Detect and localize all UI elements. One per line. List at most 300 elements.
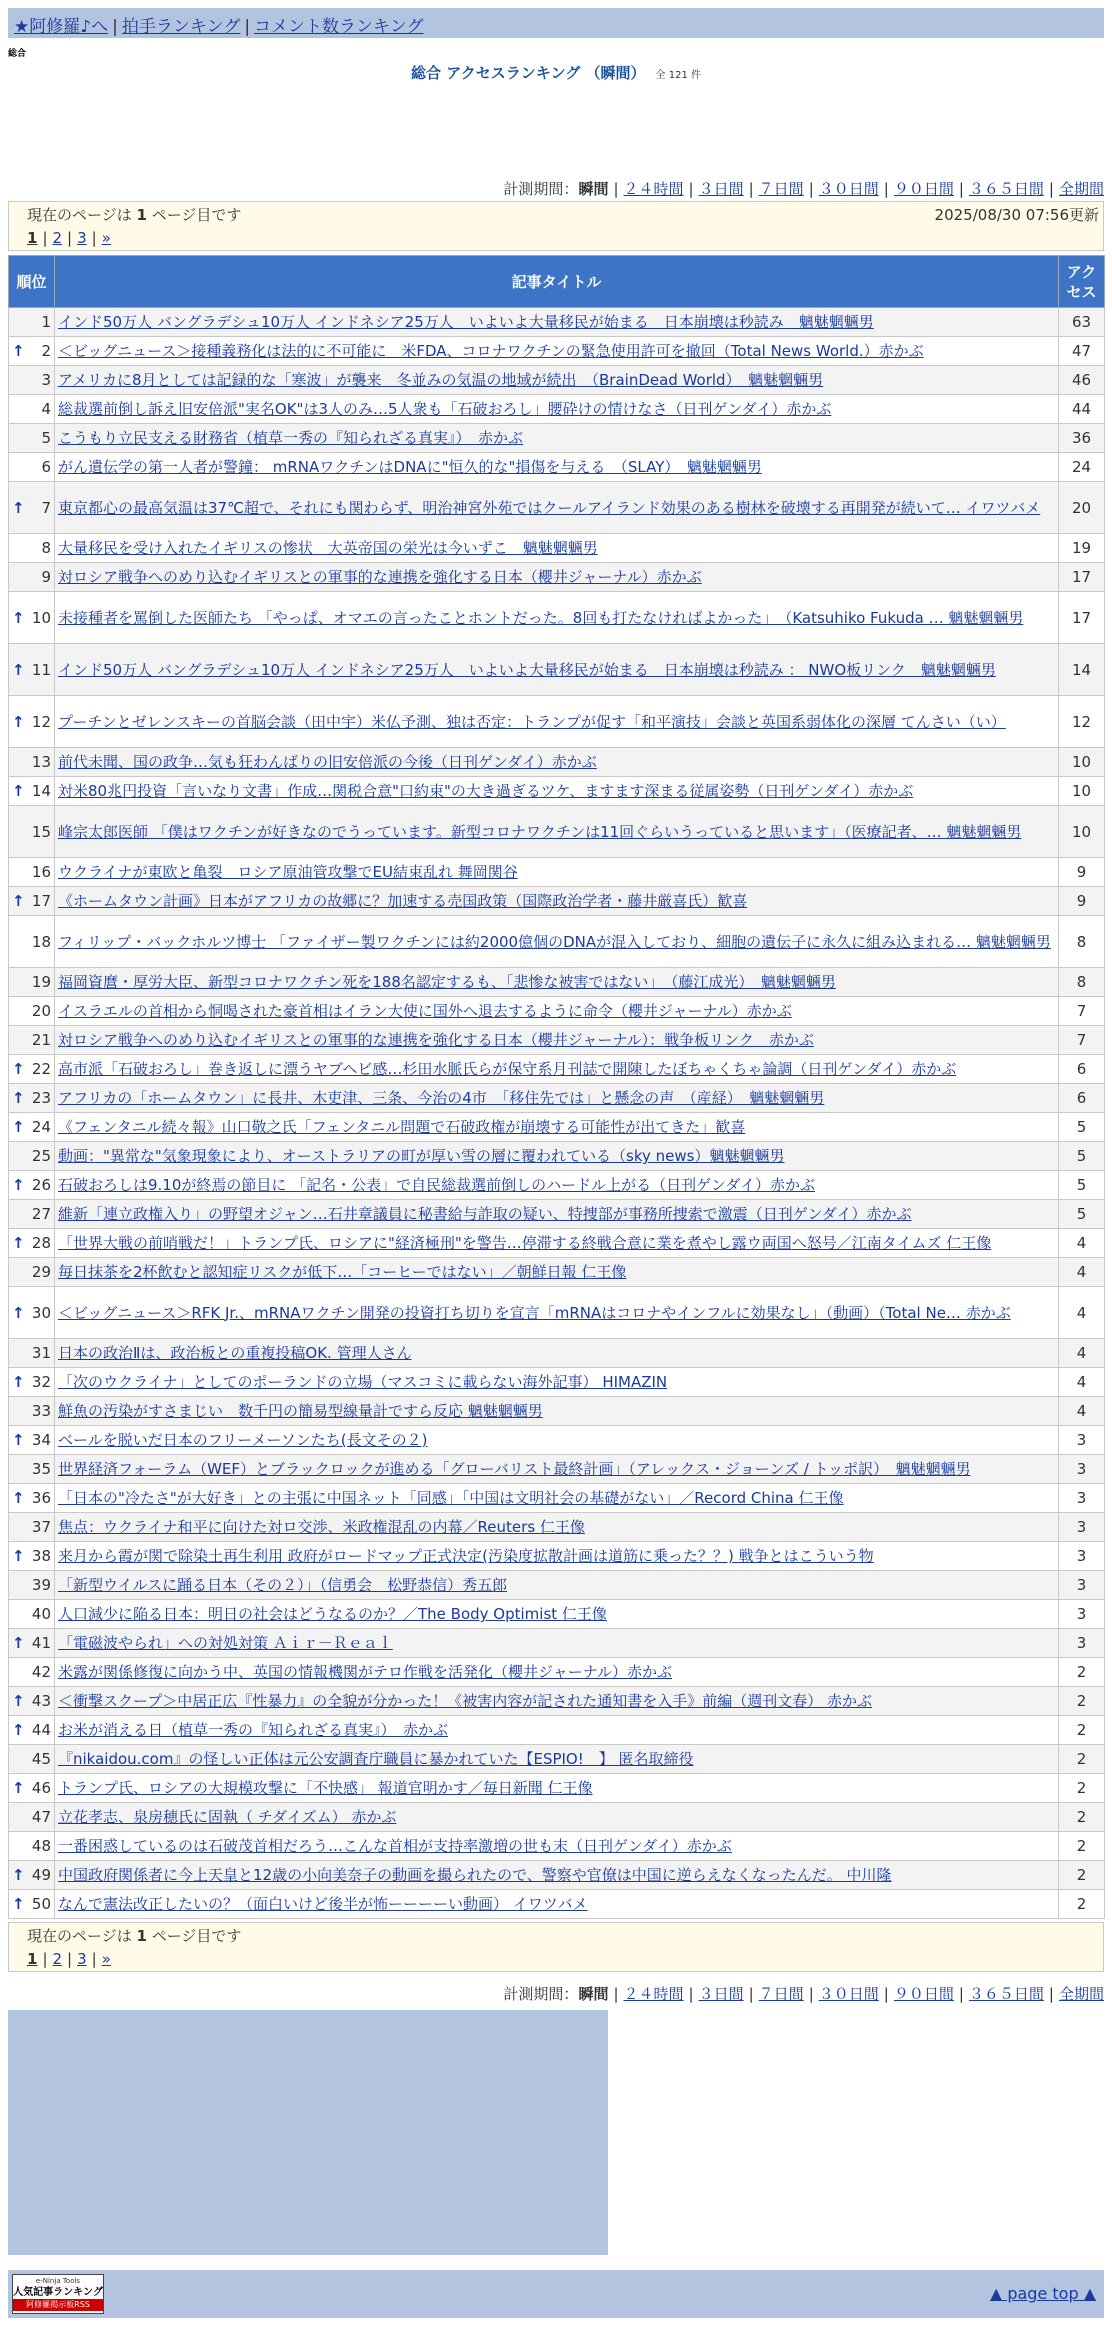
article-link[interactable]: 世界経済フォーラム（WEF）とブラックロックが進める「グローバリスト最終計画」（アレックス・ジョーンズ / トッポ訳） 魑魅魍魎男	[58, 1460, 971, 1478]
period-separator: |	[748, 180, 754, 198]
table-row	[9, 777, 1105, 806]
table-row	[9, 1484, 1105, 1513]
rank-up-arrow-icon: ↑	[12, 1234, 25, 1252]
rank-cell	[9, 337, 55, 366]
rank-number: 39	[31, 1576, 51, 1594]
title-cell	[55, 696, 1059, 748]
table-row	[9, 1716, 1105, 1745]
period-separator: |	[958, 1985, 964, 2003]
access-count: 6	[1059, 1055, 1105, 1084]
table-row	[9, 1397, 1105, 1426]
title-cell	[55, 1513, 1059, 1542]
title-cell	[55, 916, 1059, 968]
period-separator: |	[808, 1985, 814, 2003]
article-link[interactable]: 日本の政治Ⅱは、政治板との重複投稿OK. 管理人さん	[58, 1344, 412, 1362]
title-cell	[55, 968, 1059, 997]
table-row	[9, 916, 1105, 968]
rank-cell	[9, 534, 55, 563]
article-link[interactable]: 来月から霞が関で除染土再生利用 政府がロードマップ正式決定(汚染度拡散計画は道筋に乗った？？) 戦争とはこういう物	[58, 1547, 874, 1565]
title-cell	[55, 1629, 1059, 1658]
article-link[interactable]: 《ホームタウン計画》日本がアフリカの故郷に？加速する売国政策（国際政治学者・藤井厳喜氏）歓喜	[58, 892, 748, 910]
article-link[interactable]: 中国政府関係者に今上天皇と12歳の小向美奈子の動画を撮られたので、警察や官僚は中国に逆らえなくなったんだ。 中川隆	[58, 1866, 892, 1884]
rank-number: 46	[31, 1779, 51, 1797]
access-count: 3	[1059, 1629, 1105, 1658]
rank-cell	[9, 1397, 55, 1426]
rank-up-arrow-icon: ↑	[12, 1634, 25, 1652]
title-cell	[55, 1658, 1059, 1687]
article-link[interactable]: インド50万人 バングラデシュ10万人 インドネシア25万人 いよいよ大量移民が始まる 日本崩壊は秒読み 魑魅魍魎男	[58, 313, 874, 331]
rank-up-arrow-icon: ↑	[12, 782, 25, 800]
rank-up-arrow-icon: ↑	[12, 1779, 25, 1797]
comment-ranking-link[interactable]: コメント数ランキング	[254, 17, 424, 37]
rank-cell	[9, 1287, 55, 1339]
rank-cell	[9, 592, 55, 644]
period-link[interactable]: ９０日間	[893, 1985, 954, 2003]
article-link[interactable]: 大量移民を受け入れたイギリスの惨状 大英帝国の栄光は今いずこ 魑魅魍魎男	[58, 539, 598, 557]
article-link[interactable]: イスラエルの首相から恫喝された豪首相はイラン大使に国外へ退去するように命令（櫻井ジャーナル）赤かぶ	[58, 1002, 792, 1020]
rank-cell	[9, 748, 55, 777]
table-row	[9, 395, 1105, 424]
rank-cell	[9, 1890, 55, 1919]
period-link[interactable]: ７日間	[758, 1985, 804, 2003]
article-link[interactable]: アメリカに8月としては記録的な「寒波」が襲来 冬並みの気温の地域が続出 （BrainDead World） 魑魅魍魎男	[58, 371, 824, 389]
period-separator: |	[748, 1985, 754, 2003]
total-count: 全 121 件	[655, 70, 701, 81]
article-link[interactable]: 対ロシア戦争へのめり込むイギリスとの軍事的な連携を強化する日本（櫻井ジャーナル）赤かぶ	[58, 568, 702, 586]
rank-number: 42	[31, 1663, 51, 1681]
pagination-separator: |	[42, 229, 48, 247]
article-link[interactable]: フィリップ・バックホルツ博士 「ファイザー製ワクチンには約2000億個のDNAが混入しており、細胞の遺伝子に永久に組み込まれる… 魑魅魍魎男	[58, 932, 1051, 951]
rank-number: 20	[31, 1002, 51, 1020]
article-link[interactable]: 焦点：ウクライナ和平に向けた対ロ交渉、米政権混乱の内幕／Reuters 仁王像	[58, 1518, 585, 1536]
access-count: 17	[1059, 563, 1105, 592]
period-link[interactable]: 全期間	[1058, 1985, 1104, 2003]
rank-number: 18	[31, 932, 51, 951]
pagination	[27, 1950, 1085, 1968]
pagination-separator: |	[67, 1950, 73, 1968]
access-count: 10	[1059, 806, 1105, 858]
title-cell	[55, 1484, 1059, 1513]
article-link[interactable]: ベールを脱いだ日本のフリーメーソンたち(長文その２)	[58, 1431, 428, 1449]
table-row	[9, 1861, 1105, 1890]
rank-up-arrow-icon: ↑	[12, 1176, 25, 1194]
current-page-text	[27, 204, 1085, 225]
access-count: 8	[1059, 916, 1105, 968]
article-link[interactable]: お米が消える日（植草一秀の『知られざる真実』） 赤かぶ	[58, 1721, 449, 1739]
page-text-pre: 現在のページは	[27, 206, 137, 224]
article-link[interactable]: 人口減少に陥る日本：明日の社会はどうなるのか？／The Body Optimist 仁王像	[58, 1605, 607, 1623]
title-cell	[55, 453, 1059, 482]
period-separator: |	[1048, 1985, 1054, 2003]
article-link[interactable]: 福岡資麿・厚労大臣、新型コロナワクチン死を188名認定するも、「悲惨な被害ではない」 （藤江成光） 魑魅魍魎男	[58, 973, 836, 991]
article-link[interactable]: こうもり立民支える財務省（植草一秀の『知られざる真実』） 赤かぶ	[58, 429, 524, 447]
access-count: 7	[1059, 1026, 1105, 1055]
page-number: 1	[136, 1927, 147, 1945]
access-count: 3	[1059, 1426, 1105, 1455]
table-row	[9, 644, 1105, 696]
rank-number: 23	[31, 1089, 51, 1107]
article-link[interactable]: 動画："異常な"気象現象により、オーストラリアの町が厚い雪の層に覆われている（sky news）魑魅魍魎男	[58, 1147, 785, 1165]
article-link[interactable]: なんで憲法改正したいの？（面白いけど後半が怖ーーーーい動画） イワツバメ	[58, 1895, 588, 1913]
access-count: 4	[1059, 1229, 1105, 1258]
rank-cell	[9, 806, 55, 858]
access-count: 5	[1059, 1171, 1105, 1200]
article-link[interactable]: 「新型ウイルスに踊る日本（その２）」（信勇会 松野恭信）秀五郎	[58, 1576, 508, 1594]
period-link[interactable]: ３６５日間	[968, 180, 1044, 198]
rank-number: 29	[31, 1263, 51, 1281]
title-cell	[55, 1055, 1059, 1084]
rank-number: 12	[31, 712, 51, 731]
rank-cell	[9, 366, 55, 395]
article-link[interactable]: 対米80兆円投資「言いなり文書」作成…関税合意"口約束"の大き過ぎるツケ、ますます深まる従属姿勢（日刊ゲンダイ）赤かぶ	[58, 782, 914, 800]
article-link[interactable]: 前代未聞、国の政争…気も狂わんばりの旧安倍派の今後（日刊ゲンダイ）赤かぶ	[58, 753, 597, 771]
table-row	[9, 1084, 1105, 1113]
period-link[interactable]: ９０日間	[893, 180, 954, 198]
table-row	[9, 1832, 1105, 1861]
article-link[interactable]: アフリカの「ホームタウン」に長井、木吏津、三条、今治の4市 「移住先では」と懸念の声 （産経） 魑魅魍魎男	[58, 1089, 825, 1107]
title-cell	[55, 1890, 1059, 1919]
title-cell	[55, 644, 1059, 696]
access-count: 6	[1059, 1084, 1105, 1113]
access-count: 3	[1059, 1600, 1105, 1629]
rank-cell	[9, 1426, 55, 1455]
rank-cell	[9, 1055, 55, 1084]
title-cell	[55, 592, 1059, 644]
rank-cell	[9, 777, 55, 806]
article-link[interactable]: 未接種者を罵倒した医師たち 「やっぱ、オマエの言ったことホントだった。8回も打たなければよかった」 （Katsuhiko Fukuda … 魑魅魍魎男	[58, 608, 1024, 627]
rank-number: 50	[31, 1895, 51, 1913]
page-top-link[interactable]: ▲ page top ▲	[989, 2284, 1096, 2303]
rank-cell	[9, 1171, 55, 1200]
article-link[interactable]: 「次のウクライナ」としてのポーランドの立場（マスコミに載らない海外記事） HIMAZIN	[58, 1373, 668, 1391]
pagination-link[interactable]: 3	[77, 229, 87, 247]
table-row	[9, 1890, 1105, 1919]
rank-number: 8	[41, 539, 51, 557]
title-cell	[55, 1832, 1059, 1861]
pagination-link[interactable]: 2	[52, 1950, 63, 1968]
table-row	[9, 308, 1105, 337]
period-link[interactable]: ３日間	[698, 1985, 744, 2003]
access-count: 3	[1059, 1571, 1105, 1600]
period-link[interactable]: ３０日間	[818, 180, 879, 198]
rank-cell	[9, 453, 55, 482]
access-count: 5	[1059, 1142, 1105, 1171]
rank-number: 40	[31, 1605, 51, 1623]
period-link[interactable]: 全期間	[1058, 180, 1104, 198]
rank-number: 47	[31, 1808, 51, 1826]
rank-up-arrow-icon: ↑	[12, 1373, 25, 1391]
title-cell	[55, 482, 1059, 534]
rank-number: 26	[31, 1176, 51, 1194]
access-count: 24	[1059, 453, 1105, 482]
rank-number: 1	[41, 313, 51, 331]
rank-number: 45	[31, 1750, 51, 1768]
logo-line: 阿修羅掲示板RSS	[13, 2299, 103, 2311]
breadcrumb: 総合	[8, 49, 27, 59]
table-row	[9, 1745, 1105, 1774]
table-row	[9, 1774, 1105, 1803]
table-row	[9, 1258, 1105, 1287]
pagination	[27, 229, 1085, 247]
article-link[interactable]: ＜ビッグニュース＞接種義務化は法的に不可能に 米FDA、コロナワクチンの緊急使用許可を撤回（Total News World.）赤かぶ	[58, 342, 924, 360]
table-row	[9, 1171, 1105, 1200]
period-separator: |	[883, 180, 889, 198]
table-row	[9, 534, 1105, 563]
rank-cell	[9, 1745, 55, 1774]
access-count: 2	[1059, 1861, 1105, 1890]
ad-area	[8, 2010, 608, 2255]
title-cell	[55, 1542, 1059, 1571]
title-cell	[55, 1287, 1059, 1339]
title-cell	[55, 1455, 1059, 1484]
table-row	[9, 1513, 1105, 1542]
table-row	[9, 858, 1105, 887]
rank-number: 31	[31, 1344, 51, 1362]
title-cell	[55, 1745, 1059, 1774]
rank-up-arrow-icon: ↑	[12, 1060, 25, 1078]
rank-up-arrow-icon: ↑	[12, 498, 25, 517]
table-row	[9, 696, 1105, 748]
rank-cell	[9, 563, 55, 592]
ranking-body	[9, 308, 1105, 1919]
rank-up-arrow-icon: ↑	[12, 1866, 25, 1884]
article-link[interactable]: 石破おろしは9.10が終焉の節目に 「記名・公表」で自民総裁選前倒しのハードル上がる（日刊ゲンダイ）赤かぶ	[58, 1176, 815, 1194]
title-cell	[55, 1229, 1059, 1258]
table-row	[9, 1200, 1105, 1229]
rank-number: 25	[31, 1147, 51, 1165]
table-row	[9, 337, 1105, 366]
article-link[interactable]: プーチンとゼレンスキーの首脳会談（田中宇）米仏予測、独は否定：トランプが促す「和平演技」会談と英国系弱体化の深層 てんさい（い）	[58, 712, 1006, 731]
table-row	[9, 1542, 1105, 1571]
article-link[interactable]: 「日本の"冷たさ"が大好き」との主張に中国ネット「同感」「中国は文明社会の基礎がない」／Record China 仁王像	[58, 1489, 844, 1507]
article-link[interactable]: 「世界大戦の前哨戦だ！」トランプ氏、ロシアに"経済極刑"を警告…停滞する終戦合意に業を煮やし露ウ両国へ怒号／江南タイムズ 仁王像	[58, 1234, 992, 1252]
rank-cell	[9, 696, 55, 748]
article-link[interactable]: ウクライナが東欧と亀裂 ロシア原油管攻撃でEU結束乱れ 舞岡関谷	[58, 863, 518, 881]
period-current: 瞬間	[578, 180, 609, 198]
rank-up-arrow-icon: ↑	[12, 1721, 25, 1739]
title-cell	[55, 997, 1059, 1026]
table-row	[9, 997, 1105, 1026]
title-cell	[55, 777, 1059, 806]
period-link[interactable]: ２４時間	[623, 180, 684, 198]
table-row	[9, 1426, 1105, 1455]
access-count: 2	[1059, 1774, 1105, 1803]
period-link[interactable]: ３日間	[698, 180, 744, 198]
access-count: 9	[1059, 887, 1105, 916]
rank-cell	[9, 1026, 55, 1055]
table-row	[9, 1571, 1105, 1600]
article-link[interactable]: 対ロシア戦争へのめり込むイギリスとの軍事的な連携を強化する日本（櫻井ジャーナル）：戦争板リンク 赤かぶ	[58, 1031, 814, 1049]
rank-cell	[9, 968, 55, 997]
article-link[interactable]: 高市派「石破おろし」巻き返しに漂うヤブヘビ感…杉田水脈氏らが保守系月刊誌で開陳したぼちゃくちゃ論調（日刊ゲンダイ）赤かぶ	[58, 1060, 957, 1078]
table-row	[9, 1687, 1105, 1716]
title-cell	[55, 1571, 1059, 1600]
article-link[interactable]: 立花孝志、泉房穂氏に固執（ チダイズム） 赤かぶ	[58, 1808, 397, 1826]
rank-cell	[9, 1600, 55, 1629]
rank-up-arrow-icon: ↑	[12, 1489, 25, 1507]
period-link[interactable]: ７日間	[758, 180, 804, 198]
rank-number: 19	[31, 973, 51, 991]
rank-number: 48	[31, 1837, 51, 1855]
rank-number: 24	[31, 1118, 51, 1136]
access-count: 9	[1059, 858, 1105, 887]
rank-number: 38	[31, 1547, 51, 1565]
pagination-link[interactable]: 3	[77, 1950, 87, 1968]
title-cell	[55, 1861, 1059, 1890]
access-count: 2	[1059, 1832, 1105, 1861]
title-cell	[55, 563, 1059, 592]
table-header-row	[9, 256, 1105, 308]
rank-up-arrow-icon: ↑	[12, 1692, 25, 1710]
rank-up-arrow-icon: ↑	[12, 1895, 25, 1913]
article-link[interactable]: 峰宗太郎医師 「僕はワクチンが好きなのでうっています。新型コロナワクチンは11回ぐらいうっていると思います」（医療記者、… 魑魅魍魎男	[58, 822, 1022, 841]
pagination-link[interactable]: »	[101, 1950, 111, 1968]
page-info-bottom	[8, 1922, 1104, 1972]
period-label: 計測期間：	[503, 180, 579, 198]
access-count: 12	[1059, 696, 1105, 748]
pagination-link[interactable]: 2	[52, 229, 63, 247]
rank-number: 21	[31, 1031, 51, 1049]
rank-cell	[9, 1571, 55, 1600]
article-link[interactable]: 《フェンタニル続々報》山口敬之氏「フェンタニル問題で石破政権が崩壊する可能性が出てきた」歓喜	[58, 1118, 746, 1136]
rank-number: 22	[31, 1060, 51, 1078]
rank-cell	[9, 1142, 55, 1171]
table-row	[9, 1229, 1105, 1258]
article-link[interactable]: ＜衝撃スクープ＞中居正広『性暴力』の全貌が分かった！《被害内容が記された通知書を入手》前編（週刊文春） 赤かぶ	[58, 1692, 873, 1710]
rank-number: 34	[31, 1431, 51, 1449]
article-link[interactable]: ＜ビッグニュース＞RFK Jr.、mRNAワクチン開発の投資打ち切りを宣言「mRNAはコロナやインフルに効果なし」（動画）（Total Ne… 赤かぶ	[58, 1303, 1011, 1322]
rank-number: 30	[31, 1303, 51, 1322]
rank-up-arrow-icon: ↑	[12, 1303, 25, 1322]
access-count: 5	[1059, 1200, 1105, 1229]
table-row	[9, 1803, 1105, 1832]
rank-cell	[9, 1774, 55, 1803]
article-link[interactable]: がん遺伝学の第一人者が警鐘： mRNAワクチンはDNAに"恒久的な"損傷を与える （SLAY） 魑魅魍魎男	[58, 458, 762, 476]
access-count: 5	[1059, 1113, 1105, 1142]
rank-cell	[9, 1368, 55, 1397]
rank-number: 43	[31, 1692, 51, 1710]
title-cell	[55, 887, 1059, 916]
rank-number: 9	[41, 568, 51, 586]
title-cell	[55, 806, 1059, 858]
article-link[interactable]: 米露が関係修復に向かう中、英国の情報機関がテロ作戦を活発化（櫻井ジャーナル）赤かぶ	[58, 1663, 672, 1681]
article-link[interactable]: 維新「連立政権入り」の野望オジャン…石井章議員に秘書給与詐取の疑い、特捜部が事務所捜索で激震（日刊ゲンダイ）赤かぶ	[58, 1205, 912, 1223]
access-count: 20	[1059, 482, 1105, 534]
access-count: 2	[1059, 1745, 1105, 1774]
article-link[interactable]: 東京都心の最高気温は37℃超で、それにも関わらず、明治神宮外苑ではクールアイランド効果のある樹林を破壊する再開発が続いて… イワツバメ	[58, 498, 1041, 517]
home-link[interactable]: ★阿修羅♪へ	[14, 17, 109, 37]
page-info-top	[8, 201, 1104, 251]
period-separator: |	[688, 180, 694, 198]
period-selector-top	[503, 178, 1104, 199]
rank-number: 36	[31, 1489, 51, 1507]
rank-cell	[9, 424, 55, 453]
article-link[interactable]: 『nikaidou.com』の怪しい正体は元公安調査庁職員に暴かれていた【ESPIO! 】 匿名取締役	[58, 1750, 694, 1768]
pagination-link[interactable]: »	[101, 229, 111, 247]
rank-number: 3	[41, 371, 51, 389]
period-separator: |	[688, 1985, 694, 2003]
title-cell	[55, 534, 1059, 563]
rank-number: 17	[31, 892, 51, 910]
rank-up-arrow-icon: ↑	[12, 892, 25, 910]
rank-up-arrow-icon: ↑	[12, 712, 25, 731]
rank-up-arrow-icon: ↑	[12, 660, 25, 679]
clap-ranking-link[interactable]: 拍手ランキング	[121, 17, 241, 37]
rank-cell	[9, 1629, 55, 1658]
period-link[interactable]: ２４時間	[623, 1985, 684, 2003]
rank-cell	[9, 1113, 55, 1142]
rank-cell	[9, 1542, 55, 1571]
rank-cell	[9, 858, 55, 887]
rank-number: 32	[31, 1373, 51, 1391]
access-count: 10	[1059, 748, 1105, 777]
rank-cell	[9, 308, 55, 337]
rank-number: 28	[31, 1234, 51, 1252]
table-row	[9, 482, 1105, 534]
rank-number: 6	[41, 458, 51, 476]
article-link[interactable]: 毎日抹茶を2杯飲むと認知症リスクが低下…「コーヒーではない」／朝鮮日報 仁王像	[58, 1263, 627, 1281]
footer	[8, 2270, 1104, 2318]
period-link[interactable]: ３６５日間	[968, 1985, 1044, 2003]
access-count: 3	[1059, 1455, 1105, 1484]
table-row	[9, 1026, 1105, 1055]
table-row	[9, 1287, 1105, 1339]
rank-cell	[9, 1658, 55, 1687]
article-link[interactable]: 一番困惑しているのは石破茂首相だろう…こんな首相が支持率激増の世も末（日刊ゲンダイ）赤かぶ	[58, 1837, 732, 1855]
access-count: 3	[1059, 1542, 1105, 1571]
access-count: 4	[1059, 1258, 1105, 1287]
table-row	[9, 1113, 1105, 1142]
period-link[interactable]: ３０日間	[818, 1985, 879, 2003]
rank-number: 2	[41, 342, 51, 360]
table-row	[9, 453, 1105, 482]
pagination-link[interactable]: 1	[27, 1950, 38, 1968]
rank-header: 順位	[9, 256, 55, 308]
title-cell	[55, 1200, 1059, 1229]
title-cell	[55, 748, 1059, 777]
page-number: 1	[136, 206, 147, 224]
article-link[interactable]: 「電磁波やられ」への対処対策 Ａｉｒ－Ｒｅａｌ	[58, 1634, 393, 1652]
rank-number: 5	[41, 429, 51, 447]
rank-number: 14	[31, 782, 51, 800]
access-count: 17	[1059, 592, 1105, 644]
pagination-link[interactable]: 1	[27, 229, 38, 247]
article-link[interactable]: トランプ氏、ロシアの大規模攻撃に「不快感」 報道官明かす／毎日新聞 仁王像	[58, 1779, 593, 1797]
title-cell	[55, 1084, 1059, 1113]
ninja-tools-logo[interactable]	[12, 2274, 104, 2314]
title-cell	[55, 366, 1059, 395]
article-link[interactable]: 総裁選前倒し訴え旧安倍派"実名OK"は3人のみ…5人衆も「石破おろし」腰砕けの情けなさ（日刊ゲンダイ）赤かぶ	[58, 400, 832, 418]
rank-cell	[9, 1687, 55, 1716]
article-link[interactable]: インド50万人 バングラデシュ10万人 インドネシア25万人 いよいよ大量移民が始まる 日本崩壊は秒読み ： NWO板リンク 魑魅魍魎男	[58, 660, 996, 679]
table-row	[9, 806, 1105, 858]
rank-cell	[9, 916, 55, 968]
article-link[interactable]: 鮮魚の汚染がすさまじい 数千円の簡易型線量計ですら反応 魑魅魍魎男	[58, 1402, 543, 1420]
table-row	[9, 366, 1105, 395]
rank-cell	[9, 1832, 55, 1861]
rank-number: 15	[31, 822, 51, 841]
title-cell	[55, 1716, 1059, 1745]
rank-cell	[9, 1803, 55, 1832]
table-row	[9, 748, 1105, 777]
access-count: 46	[1059, 366, 1105, 395]
access-count: 7	[1059, 997, 1105, 1026]
title-cell	[55, 1113, 1059, 1142]
period-separator: |	[883, 1985, 889, 2003]
pagination-separator: |	[91, 1950, 97, 1968]
access-count: 4	[1059, 1287, 1105, 1339]
period-separator: |	[1048, 180, 1054, 198]
